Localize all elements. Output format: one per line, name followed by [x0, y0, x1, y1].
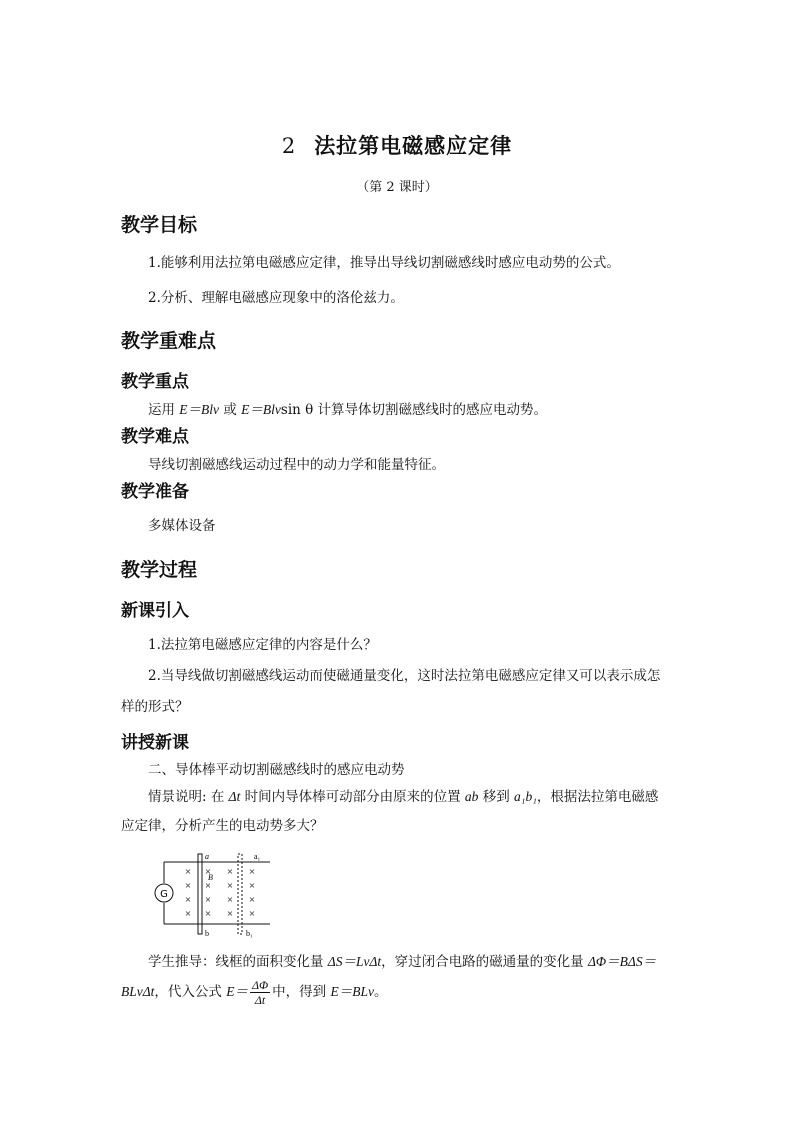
rod-a1b1 [238, 854, 242, 934]
title-text: 法拉第电磁感应定律 [314, 133, 513, 158]
circuit-diagram [150, 848, 280, 938]
field-cross: × [204, 909, 212, 918]
heading-goals: 教学目标 [121, 214, 198, 236]
formula-e-eq: E＝ [226, 984, 248, 999]
field-cross: × [184, 881, 192, 890]
heading-key-difficult: 教学重难点 [121, 330, 217, 352]
fraction-dphi-dt [250, 978, 270, 1007]
derive-text-end: 。 [373, 984, 388, 1000]
label-b: b [205, 929, 209, 938]
formula-blv-dt: BLvΔt [121, 984, 155, 999]
label-ab: ab [464, 789, 479, 804]
label-a1b1: a₁b₁ [514, 789, 537, 804]
key-text [148, 398, 547, 418]
heading-key: 教学重点 [121, 372, 189, 392]
derive-line-2 [121, 978, 387, 1007]
key-text-pre: 运用 [148, 402, 180, 418]
formula-e-blv: E＝Blv [179, 402, 220, 417]
label-a: a [205, 852, 209, 861]
heading-difficult: 教学难点 [121, 427, 189, 447]
scene-line-2: 应定律，分析产生的电动势多大？ [121, 818, 324, 834]
heading-lecture: 讲授新课 [121, 733, 189, 753]
field-cross: × [248, 867, 256, 876]
field-cross: × [204, 867, 212, 876]
heading-process: 教学过程 [121, 559, 198, 581]
fraction-numerator: ΔΦ [251, 978, 269, 992]
intro-question-1: 1.法拉第电磁感应定律的内容是什么？ [148, 637, 377, 653]
lecture-subheading: 二、导体棒平动切割磁感线时的感应电动势 [148, 762, 405, 778]
derive-mid: ，穿过闭合电路的磁通量的变化量 [381, 954, 588, 970]
field-cross: × [226, 881, 234, 890]
field-cross: × [248, 895, 256, 904]
field-cross: × [184, 909, 192, 918]
title-number: 2 [281, 134, 297, 158]
heading-intro: 新课引入 [121, 601, 189, 621]
heading-prep: 教学准备 [121, 482, 189, 502]
field-cross: × [204, 895, 212, 904]
sin-theta: sin θ [280, 402, 314, 418]
prep-text: 多媒体设备 [148, 518, 216, 534]
formula-result: E＝BLv [330, 984, 374, 999]
field-cross: × [204, 881, 212, 890]
field-cross: × [226, 867, 234, 876]
scene-text-c: ，根据法拉第电磁感 [536, 789, 659, 805]
formula-e-blv-sin: E＝Blv [241, 402, 281, 417]
label-b1: b₁ [246, 929, 253, 938]
magnetic-field-crosses [185, 867, 256, 918]
difficult-text: 导线切割磁感线运动过程中的动力学和能量特征。 [148, 457, 445, 473]
label-B: B [208, 873, 213, 882]
formula-delta-phi: ΔΦ＝BΔS＝ [587, 954, 657, 969]
goal-item-2: 2.分析、理解电磁感应现象中的洛伦兹力。 [148, 290, 404, 306]
field-cross: × [226, 909, 234, 918]
derive-text-c: 中，得到 [272, 984, 331, 1000]
derive-pre: 学生推导：线框的面积变化量 [148, 954, 328, 970]
key-text-post: 计算导体切割磁感线时的感应电动势。 [313, 402, 548, 418]
page-title [0, 130, 794, 160]
formula-delta-s: ΔS＝LvΔt [327, 954, 382, 969]
scene-label: 情景说明: 在 [148, 789, 229, 805]
intro-question-2-line1: 2.当导线做切割磁感线运动而使磁通量变化，这时法拉第电磁感应定律又可以表示成怎 [148, 668, 661, 684]
scene-line-1 [148, 785, 658, 805]
galvanometer-label: G [160, 889, 168, 900]
field-cross: × [184, 867, 192, 876]
field-cross: × [184, 895, 192, 904]
delta-t: Δt [228, 789, 241, 804]
field-cross: × [248, 909, 256, 918]
derive-line-1 [148, 950, 656, 970]
page-subtitle: （第 2 课时） [356, 180, 438, 195]
field-cross: × [226, 895, 234, 904]
field-cross: × [248, 881, 256, 890]
rod-ab [198, 854, 202, 934]
label-a1: a₁ [254, 852, 261, 861]
derive-text-b: ，代入公式 [154, 984, 227, 1000]
key-text-mid: 或 [219, 402, 242, 418]
intro-question-2-line2: 样的形式？ [121, 699, 189, 715]
goal-item-1: 1.能够利用法拉第电磁感应定律，推导出导线切割磁感线时感应电动势的公式。 [148, 255, 620, 271]
scene-text-b: 移到 [478, 789, 515, 805]
scene-text-a: 时间内导体棒可动部分由原来的位置 [240, 789, 465, 805]
fraction-denominator: Δt [254, 993, 266, 1007]
